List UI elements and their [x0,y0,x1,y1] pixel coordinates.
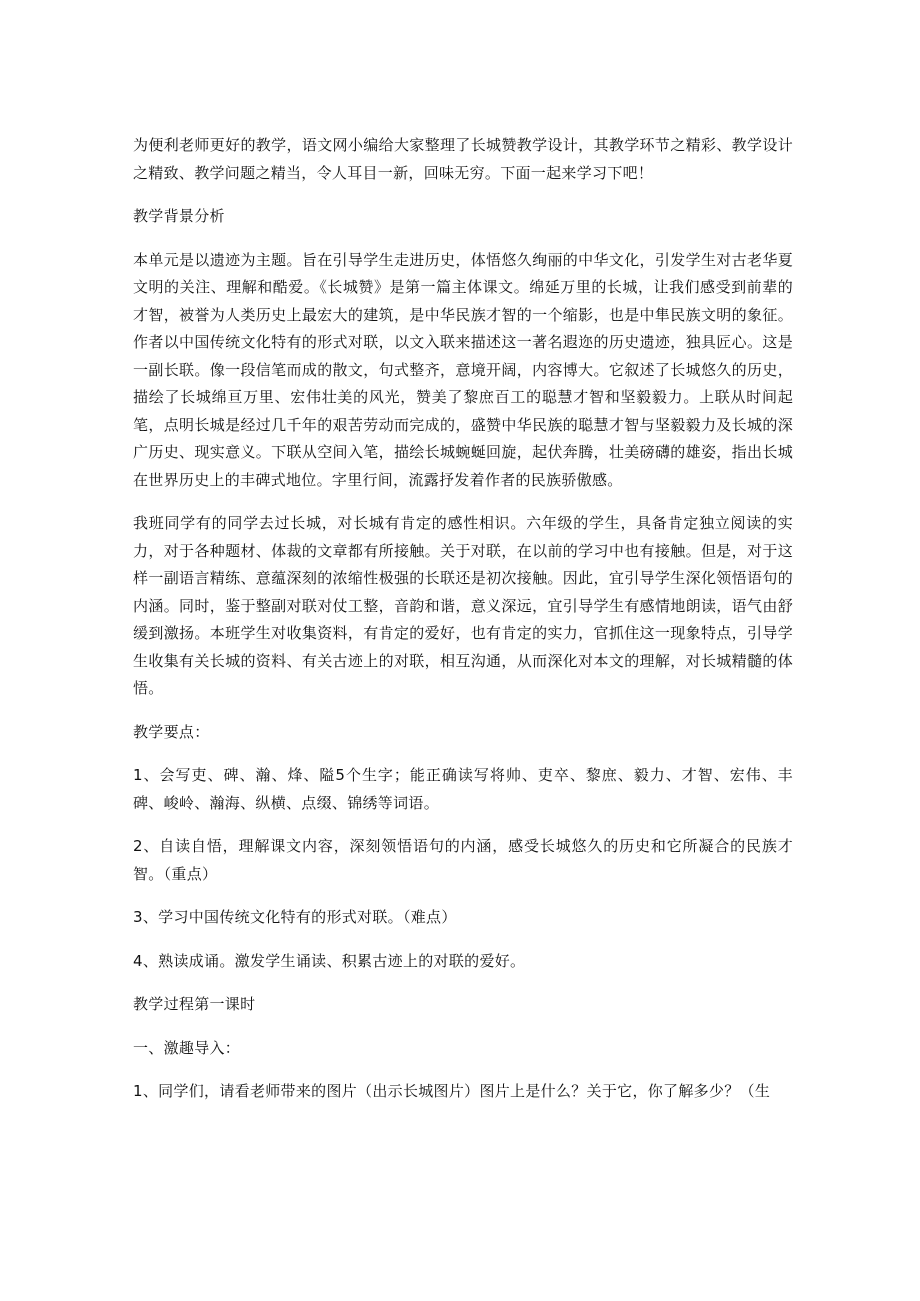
intro-paragraph: 为便利老师更好的教学，语文网小编给大家整理了长城赞教学设计，其教学环节之精彩、教学设计之精致、教学问题之精当，令人耳目一新，回味无穷。下面一起来学习下吧！ [133,136,793,182]
background-paragraph-2: 我班同学有的同学去过长城，对长城有肯定的感性相识。六年级的学生，具备肯定独立阅读的实力，对于各种题材、体裁的文章都有所接触。关于对联，在以前的学习中也有接触。但是，对于这样一副语言精练、意蕴深刻的浓缩性极强的长联还是初次接触。因此，宜引导学生深化领悟语句的内涵。同时，鉴于整副对联对仗工整，音韵和谐，意义深远，宜引导学生有感情地朗读，语气由舒缓到激扬。本班学生对收集资料，有肯定的爱好，也有肯定的实力，官抓住这一现象特点，引导学生收集有关长城的资料、有关古迹上的对联，相互沟通，从而深化对本文的理解，对长城精髓的体悟。 [133,514,793,697]
document-page [133,132,793,1122]
heading-teaching-points: 教学要点： [133,722,210,741]
section-1-item-1: 1、同学们，请看老师带来的图片（出示长城图片）图片上是什么？关于它，你了解多少？（生 [133,1082,771,1100]
heading-section-1: 一、激趣导入： [133,1038,241,1057]
teaching-point-3: 3、学习中国传统文化特有的形式对联。（难点） [133,908,457,926]
teaching-point-4: 4、熟读成诵。激发学生诵读、积累古迹上的对联的爱好。 [133,951,526,970]
teaching-point-1: 1、会写吏、碑、瀚、烽、隘5个生字；能正确读写将帅、吏卒、黎庶、毅力、才智、宏伟、丰碑、峻岭、瀚海、纵横、点缀、锦绣等词语。 [133,766,793,812]
teaching-point-2: 2、自读自悟，理解课文内容，深刻领悟语句的内涵，感受长城悠久的历史和它所凝合的民族才智。（重点） [133,837,793,883]
background-paragraph-1: 本单元是以遗迹为主题。旨在引导学生走进历史，体悟悠久绚丽的中华文化，引发学生对古老华夏文明的关注、理解和酷爱。《长城赞》是第一篇主体课文。绵延万里的长城，让我们感受到前辈的才智，被誉为人类历史上最宏大的建筑，是中华民族才智的一个缩影，也是中隼民族文明的象征。作者以中国传统文化特有的形式对联，以文入联来描述这一著名遐迩的历史遗迹，独具匠心。这是一副长联。像一段信笔而成的散文，句式整齐，意境开阔，内容博大。它叙述了长城悠久的历史，描绘了长城绵亘万里、宏伟壮美的风光，赞美了黎庶百工的聪慧才智和坚毅毅力。上联从时间起笔，点明长城是经过几千年的艰苦劳动而完成的，盛赞中华民族的聪慧才智与坚毅毅力及长城的深广历史、现实意义。下联从空间入笔，描绘长城蜿蜒回旋，起伏奔腾，壮美磅礴的雄姿，指出长城在世界历史上的丰碑式地位。字里行间，流露抒发着作者的民族骄傲感。 [133,250,793,489]
heading-teaching-process: 教学过程第一课时 [133,995,256,1013]
heading-teaching-background: 教学背景分析 [133,207,225,225]
